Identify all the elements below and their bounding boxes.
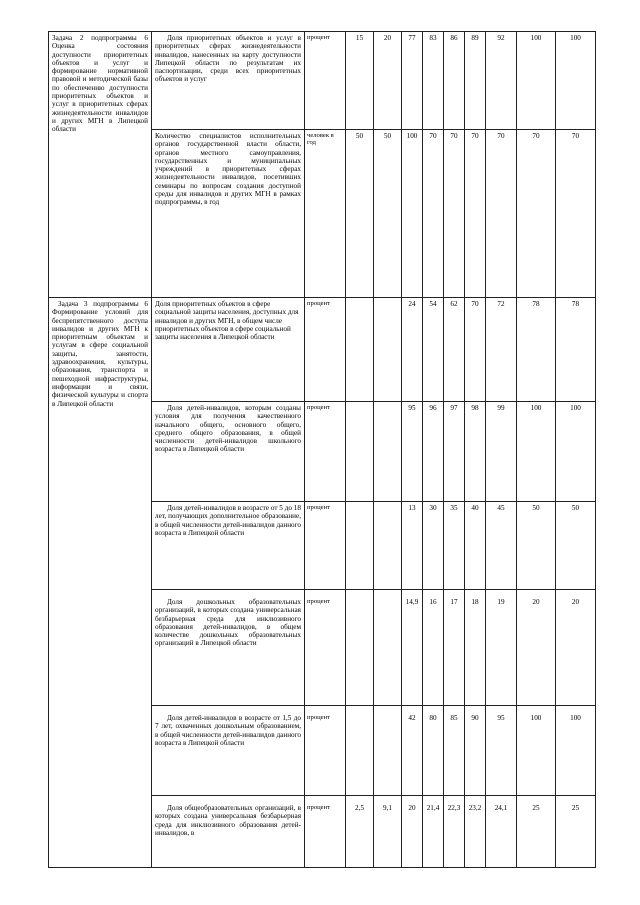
value-cell: 9,1	[374, 796, 402, 868]
table-row	[49, 32, 596, 130]
value-cell: 25	[556, 796, 596, 868]
value-cell: 25	[517, 796, 556, 868]
table-row	[49, 298, 596, 402]
value-cell: 16	[423, 590, 444, 706]
value-cell: 17	[444, 590, 465, 706]
value-cell: 50	[556, 502, 596, 590]
value-cell: 99	[486, 402, 517, 502]
value-cell: 50	[346, 130, 374, 298]
indicators-table	[48, 31, 596, 868]
value-cell: 70	[486, 130, 517, 298]
value-cell: 70	[423, 130, 444, 298]
value-cell: 100	[556, 706, 596, 796]
value-cell	[374, 590, 402, 706]
value-cell: 24,1	[486, 796, 517, 868]
value-cell: 70	[444, 130, 465, 298]
value-cell	[374, 502, 402, 590]
value-cell: 97	[444, 402, 465, 502]
value-cell: 14,9	[402, 590, 423, 706]
value-cell	[346, 706, 374, 796]
value-cell: 70	[556, 130, 596, 298]
value-cell: 13	[402, 502, 423, 590]
unit-cell: процент	[305, 706, 346, 796]
value-cell: 62	[444, 298, 465, 402]
value-cell: 70	[465, 298, 486, 402]
value-cell	[374, 298, 402, 402]
value-cell: 70	[465, 130, 486, 298]
value-cell: 95	[486, 706, 517, 796]
indicator-cell: Доля детей-инвалидов в возрасте от 1,5 до 7 лет, охваченных дошкольным образованием, в общей численности детей-инвалидов данного возраста в Липецкой области	[152, 706, 305, 796]
value-cell: 100	[517, 402, 556, 502]
value-cell: 45	[486, 502, 517, 590]
value-cell: 35	[444, 502, 465, 590]
value-cell: 22,3	[444, 796, 465, 868]
value-cell: 18	[465, 590, 486, 706]
indicator-cell: Доля приоритетных объектов в сфере социальной защиты населения, доступных для инвалидов и других МГН, в общем числе приоритетных объектов в сфере социальной защиты населения в Липецкой области	[152, 298, 305, 402]
value-cell: 70	[517, 130, 556, 298]
value-cell: 98	[465, 402, 486, 502]
value-cell: 100	[517, 32, 556, 130]
value-cell: 78	[556, 298, 596, 402]
value-cell: 20	[374, 32, 402, 130]
value-cell	[346, 590, 374, 706]
value-cell	[346, 402, 374, 502]
unit-cell: процент	[305, 590, 346, 706]
task-cell: Задача 2 подпрограммы 6 Оценка состояния доступности приоритетных объектов и услуг и формирование нормативной правовой и методической базы по обеспечению доступности приоритетных объектов и услуг в приоритетных сферах жизнедеятельности инвалидов и других МГН в Липецкой области	[49, 32, 152, 298]
value-cell: 77	[402, 32, 423, 130]
value-cell: 54	[423, 298, 444, 402]
indicator-cell: Доля приоритетных объектов и услуг в приоритетных сферах жизнедеятельности инвалидов, нанесенных на карту доступности Липецкой области по результатам их паспортизации, среди всех приоритетных объектов и услуг	[152, 32, 305, 130]
value-cell: 20	[402, 796, 423, 868]
value-cell: 40	[465, 502, 486, 590]
unit-cell: процент	[305, 502, 346, 590]
indicator-cell: Доля детей-инвалидов, которым созданы условия для получения качественного начального общего, основного общего, среднего общего образования, в общей численности детей-инвалидов школьного возраста в Липецкой области	[152, 402, 305, 502]
value-cell: 30	[423, 502, 444, 590]
value-cell: 78	[517, 298, 556, 402]
value-cell: 50	[374, 130, 402, 298]
value-cell: 42	[402, 706, 423, 796]
value-cell: 100	[517, 706, 556, 796]
value-cell: 19	[486, 590, 517, 706]
value-cell: 15	[346, 32, 374, 130]
value-cell: 20	[556, 590, 596, 706]
value-cell: 95	[402, 402, 423, 502]
indicator-cell: Доля дошкольных образовательных организаций, в которых создана универсальная безбарьерная среда для инклюзивного образования детей-инвалидов, в общем количестве дошкольных образовательных организаций в Липецкой области	[152, 590, 305, 706]
value-cell: 83	[423, 32, 444, 130]
value-cell: 100	[556, 402, 596, 502]
value-cell: 23,2	[465, 796, 486, 868]
value-cell: 80	[423, 706, 444, 796]
value-cell: 85	[444, 706, 465, 796]
value-cell: 20	[517, 590, 556, 706]
unit-cell: человек в год	[305, 130, 346, 298]
unit-cell: процент	[305, 32, 346, 130]
indicator-cell: Доля общеобразовательных организаций, в которых создана универсальная безбарьерная среда для инклюзивного образования детей-инвалидов, в	[152, 796, 305, 868]
task-cell: Задача 3 подпрограммы 6 Формирование условий для беспрепятственного доступа инвалидов и других МГН к приоритетным объектам и услугам в сфере социальной защиты, занятости, здравоохранения, культуры, образования, транспорта и пешеходной инфраструктуры, информации и связи, физической культуры и спорта в Липецкой области	[49, 298, 152, 868]
value-cell: 24	[402, 298, 423, 402]
value-cell: 86	[444, 32, 465, 130]
value-cell	[374, 706, 402, 796]
unit-cell: процент	[305, 298, 346, 402]
value-cell	[346, 502, 374, 590]
value-cell	[374, 402, 402, 502]
value-cell	[346, 298, 374, 402]
unit-cell: процент	[305, 796, 346, 868]
value-cell: 2,5	[346, 796, 374, 868]
value-cell: 89	[465, 32, 486, 130]
indicator-cell: Количество специалистов исполнительных органов государственной власти области, органов местного самоуправления, государственных и муниципальных учреждений в приоритетных сферах жизнедеятельности инвалидов, посетивших семинары по вопросам создания доступной среды для инвалидов и других МГН в рамках подпрограммы, в год	[152, 130, 305, 298]
value-cell: 92	[486, 32, 517, 130]
value-cell: 90	[465, 706, 486, 796]
value-cell: 100	[556, 32, 596, 130]
value-cell: 100	[402, 130, 423, 298]
value-cell: 21,4	[423, 796, 444, 868]
value-cell: 96	[423, 402, 444, 502]
unit-cell: процент	[305, 402, 346, 502]
value-cell: 50	[517, 502, 556, 590]
indicator-cell: Доля детей-инвалидов в возрасте от 5 до 18 лет, получающих дополнительное образование, в общей численности детей-инвалидов данного возраста в Липецкой области	[152, 502, 305, 590]
value-cell: 72	[486, 298, 517, 402]
